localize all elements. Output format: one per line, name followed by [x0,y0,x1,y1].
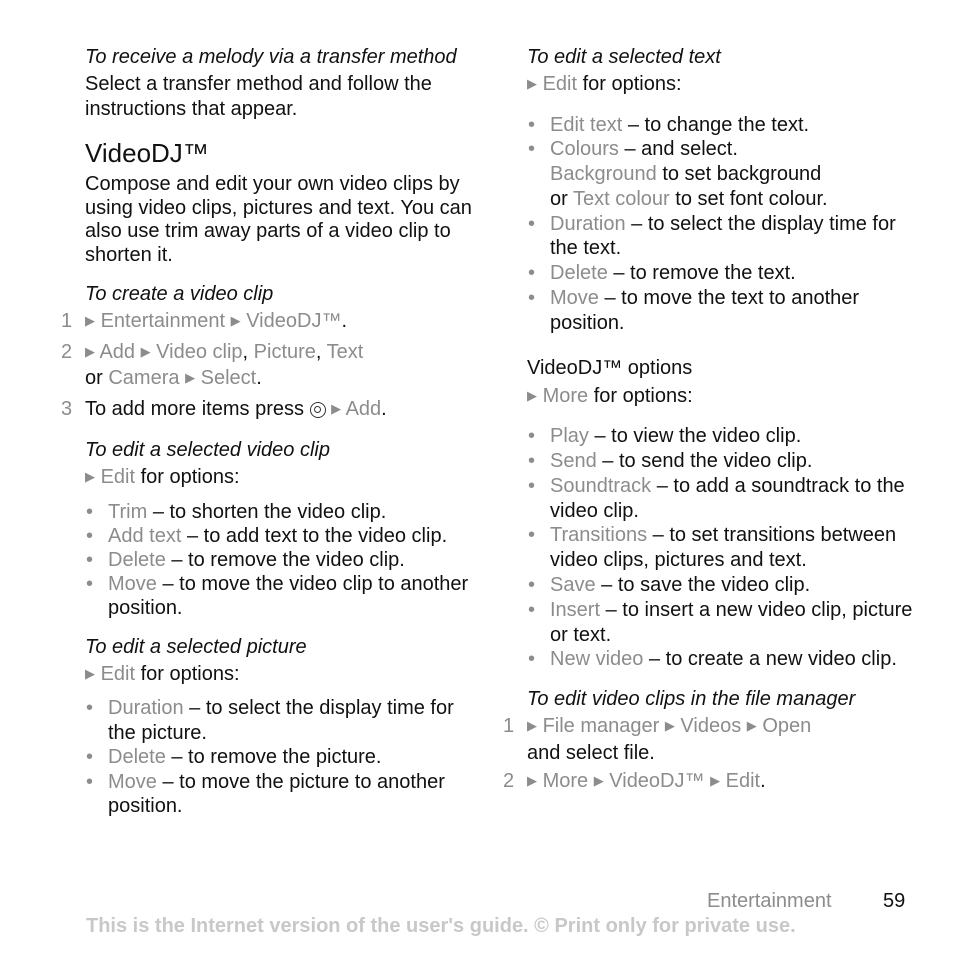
option-desc: – to send the video clip. [602,449,813,472]
option-term[interactable]: Delete [108,746,166,768]
bullet-icon: • [86,524,94,547]
option-term[interactable]: Duration [108,697,184,719]
step-number: 1 [503,715,515,738]
menu-text-link[interactable]: Text [326,340,364,363]
option-term[interactable]: New video [550,648,644,671]
list-item [527,212,927,262]
list-item [527,647,927,672]
option-term[interactable]: Insert [550,598,601,621]
bullet-icon: • [528,598,536,621]
menu-file-manager-link[interactable]: File manager [542,715,660,738]
intro-text: for options: [593,384,693,407]
bullet-icon: • [528,449,536,472]
menu-open-link[interactable]: Open [762,715,812,738]
step-1-tail: and select file. [527,741,655,764]
videodj-options-heading: VideoDJ™ options [527,356,693,379]
intro-text: for options: [140,466,240,488]
option-desc: – to add text to the video clip. [186,524,448,547]
menu-videodj-link[interactable]: VideoDJ™ [609,770,705,793]
arrow-icon: ▶ [746,718,757,734]
footer-section-name: Entertainment [707,890,832,912]
option-term[interactable]: Send [550,449,597,472]
list-item [85,770,475,819]
step-number: 2 [61,340,73,363]
videodj-title: VideoDJ™ [85,138,209,168]
option-term[interactable]: Move [108,572,157,595]
bullet-icon: • [528,524,536,547]
edit-clip-heading: To edit a selected video clip [85,439,330,461]
bullet-icon: • [528,113,536,136]
menu-edit-link[interactable]: Edit [542,73,578,95]
list-item [527,113,927,138]
list-item [85,524,475,548]
file-manager-steps [503,714,927,796]
list-item [527,286,927,336]
arrow-icon: ▶ [527,718,537,734]
bullet-icon: • [86,500,94,523]
option-term[interactable]: Soundtrack [550,474,652,497]
menu-select-link[interactable]: Select [200,367,257,389]
arrow-icon: ▶ [85,469,95,484]
option-term[interactable]: Move [108,770,157,793]
menu-edit-link[interactable]: Edit [100,466,136,488]
footer-copyright-note: This is the Internet version of the user's guide. © Print only for private use. [86,915,796,937]
arrow-icon: ▶ [527,773,537,789]
arrow-icon: ▶ [527,76,537,91]
bullet-icon: • [528,212,536,235]
option-desc: – and select. [624,138,738,161]
option-term[interactable]: Transitions [550,524,648,547]
receive-melody-heading: To receive a melody via a transfer method [85,46,457,68]
videodj-options-list [527,424,927,672]
arrow-icon: ▶ [85,665,95,681]
option-desc: – to move the video clip to another position. [108,572,469,619]
edit-text-intro [527,72,927,99]
bullet-icon: • [528,425,536,448]
list-item [527,424,927,449]
intro-text: for options: [582,73,682,95]
create-step-3: 3 To add more items press ▶ Add. [61,397,387,420]
option-desc: – to move the picture to another position. [108,770,445,817]
option-desc: – to set transitions between video clips, pictures and text. [550,524,897,572]
videodj-intro: Compose and edit your own video clips by using video clips, pictures and text. You can also use trim away parts of a video clip to shorten it. [85,173,472,266]
arrow-icon: ▶ [85,313,95,328]
background-desc: to set background [662,163,822,186]
arrow-icon: ▶ [593,773,604,789]
option-desc: – to select the display time for the picture. [108,697,454,744]
bullet-icon: • [528,474,536,497]
option-term[interactable]: Duration [550,212,626,235]
option-desc: – to insert a new video clip, picture or text. [550,598,913,646]
list-item [527,474,927,524]
menu-add-link[interactable]: Add [345,397,382,420]
bullet-icon: • [528,138,536,161]
list-item [527,261,927,286]
list-item [85,572,475,620]
list-item [527,523,927,573]
menu-edit-link[interactable]: Edit [100,662,136,685]
option-desc: – to remove the video clip. [171,548,405,571]
arrow-icon: ▶ [185,370,196,385]
option-term[interactable]: Move [550,287,599,310]
menu-edit-link[interactable]: Edit [725,770,761,793]
option-desc: – to add a soundtrack to the video clip. [550,474,905,522]
menu-entertainment-link[interactable]: Entertainment [100,310,226,332]
options-intro [527,384,927,411]
bullet-icon: • [86,697,94,719]
bullet-icon: • [86,746,94,768]
list-item [527,137,927,211]
page-number: 59 [883,890,906,912]
create-clip-steps [61,309,475,423]
option-term[interactable]: Colours [550,138,619,161]
bullet-icon: • [86,548,94,571]
step-number: 2 [503,770,515,793]
or-word: or [85,367,103,389]
left-column [61,46,475,819]
menu-more-link[interactable]: More [542,384,589,407]
option-term[interactable]: Delete [550,262,608,285]
option-desc: – to create a new video clip. [648,648,897,671]
option-term[interactable]: Delete [108,548,166,571]
bullet-icon: • [86,572,94,595]
list-item [85,745,475,770]
edit-clip-options [85,500,475,620]
edit-text-options [527,113,927,336]
list-item [85,548,475,572]
option-desc: – to shorten the video clip. [152,500,387,523]
receive-melody-body: Select a transfer method and follow the instructions that appear. [85,73,432,120]
option-desc: – to remove the picture. [171,746,382,768]
list-item [527,573,927,598]
edit-picture-options [85,696,475,819]
menu-videos-link[interactable]: Videos [680,715,742,738]
list-item [527,449,927,474]
intro-text: for options: [140,662,240,685]
edit-picture-intro [85,662,475,689]
menu-videodj-link[interactable]: VideoDJ™ [246,310,342,332]
option-desc: – to select the display time for the text. [550,212,896,260]
option-term[interactable]: Trim [108,500,148,523]
option-desc: – to change the text. [627,113,810,136]
option-term[interactable]: Save [550,573,596,596]
list-item [85,696,475,745]
create-step-1: 1 ▶ Entertainment ▶ VideoDJ™. [61,310,347,332]
navigation-key-icon [310,402,326,418]
edit-text-heading: To edit a selected text [527,46,721,68]
or-word: or [550,187,568,210]
text-colour-desc: to set font colour. [675,187,828,210]
bullet-icon: • [528,573,536,596]
step-number: 1 [61,310,73,332]
arrow-icon: ▶ [85,343,95,359]
arrow-icon: ▶ [331,400,342,416]
option-term[interactable]: Play [550,425,589,448]
menu-video-clip-link[interactable]: Video clip [156,340,243,363]
create-clip-heading: To create a video clip [85,283,274,305]
create-step-2: 2 ▶ Add ▶ Video clip, Picture, Text or Camera ▶ Select. [61,340,364,389]
step-number: 3 [61,397,73,420]
arrow-icon: ▶ [664,718,675,734]
text-colour-link[interactable]: Text colour [573,187,670,210]
menu-more-link[interactable]: More [542,770,589,793]
edit-clip-intro [85,465,475,492]
arrow-icon: ▶ [230,313,241,328]
file-manager-step-2: 2 ▶ More ▶ VideoDJ™ ▶ Edit. [503,770,766,793]
option-term[interactable]: Add text [108,524,182,547]
option-desc: – to remove the text. [613,262,796,285]
bullet-icon: • [86,770,94,793]
menu-camera-link[interactable]: Camera [108,367,180,389]
background-link[interactable]: Background [550,163,657,186]
option-desc: – to move the text to another position. [550,287,860,334]
option-term[interactable]: Edit text [550,113,623,136]
bullet-icon: • [528,262,536,285]
arrow-icon: ▶ [527,387,537,403]
edit-picture-heading: To edit a selected picture [85,635,307,658]
option-desc: – to view the video clip. [594,425,802,448]
list-item [85,500,475,524]
right-column [503,46,927,796]
file-manager-step-1 [503,714,927,765]
bullet-icon: • [528,287,536,310]
arrow-icon: ▶ [140,343,151,359]
option-desc: – to save the video clip. [601,573,811,596]
step-3-text: To add more items press [85,397,304,420]
bullet-icon: • [528,648,536,671]
file-manager-heading: To edit video clips in the file manager [527,688,856,711]
menu-add-link[interactable]: Add [99,340,136,363]
arrow-icon: ▶ [710,773,721,789]
list-item [527,598,927,648]
menu-picture-link[interactable]: Picture [253,340,316,363]
